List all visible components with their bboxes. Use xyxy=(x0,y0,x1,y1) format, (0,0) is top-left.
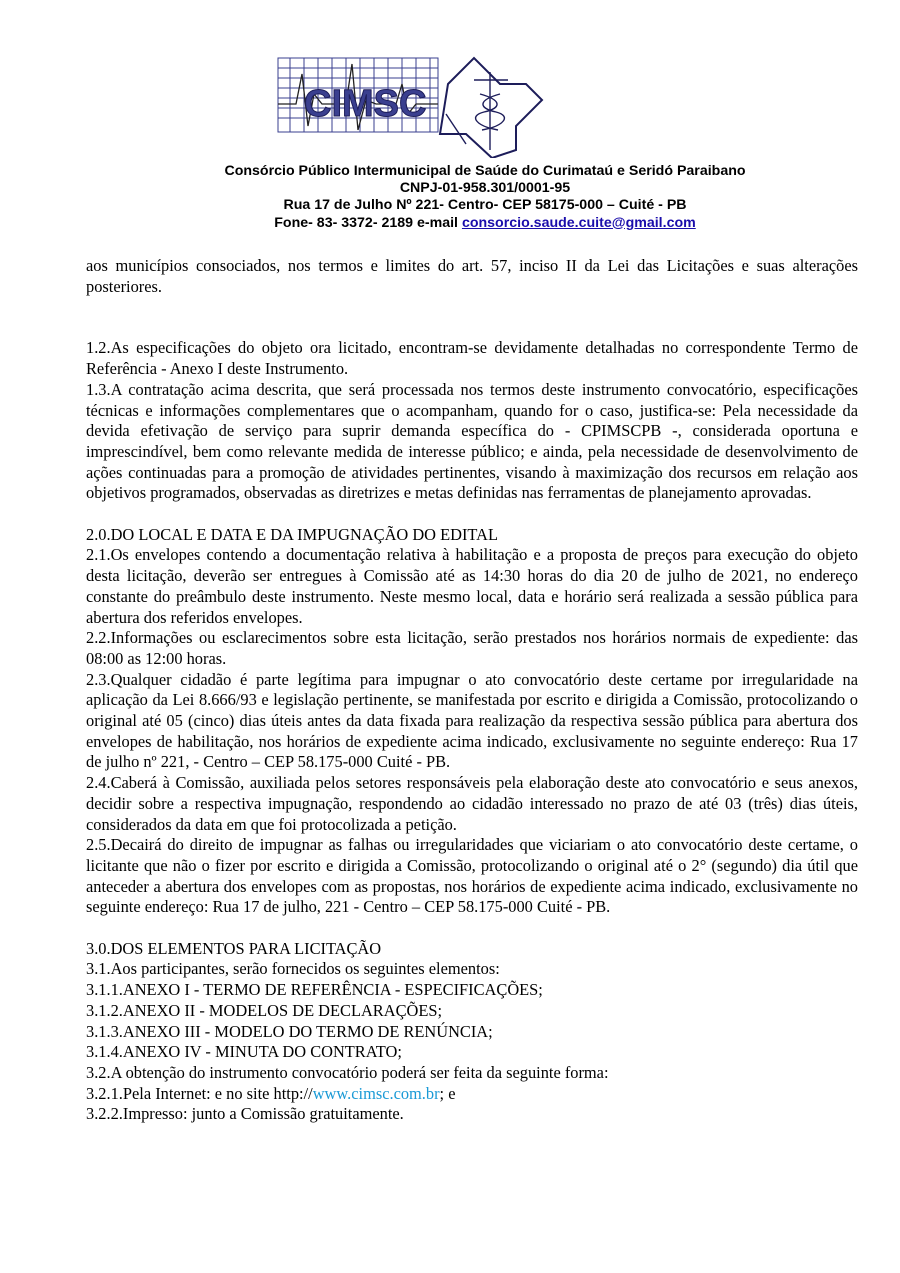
clause-3-2-1-prefix: 3.2.1.Pela Internet: e no site http:// xyxy=(86,1083,313,1103)
clause-3-2: 3.2.A obtenção do instrumento convocatório poderá ser feita da seguinte forma: xyxy=(86,1062,609,1082)
section-2-heading: 2.0.DO LOCAL E DATA E DA IMPUGNAÇÃO DO EDITAL xyxy=(86,524,498,544)
clause-3-2-1-suffix: ; e xyxy=(439,1083,456,1103)
clause-2-2: 2.2.Informações ou esclarecimentos sobre esta licitação, serão prestados nos horários normais de expediente: das 08:00 as 12:00 horas. xyxy=(86,628,858,668)
clause-3-1-4: 3.1.4.ANEXO IV - MINUTA DO CONTRATO; xyxy=(86,1042,402,1062)
clause-1-2: 1.2.As especificações do objeto ora licitado, encontram-se devidamente detalhadas no correspondente Termo de Referência - Anexo I deste Instrumento. xyxy=(86,338,858,379)
org-address: Rua 17 de Julho Nº 221- Centro- CEP 58175-000 – Cuité - PB xyxy=(283,197,687,214)
website-link[interactable]: www.cimsc.com.br xyxy=(312,1083,440,1103)
phone-text: Fone- 83- 3372- 2189 e-mail xyxy=(274,214,462,231)
org-cnpj: CNPJ-01-958.301/0001-95 xyxy=(399,180,571,197)
section-3-heading: 3.0.DOS ELEMENTOS PARA LICITAÇÃO xyxy=(86,938,382,958)
org-contact xyxy=(150,215,820,232)
clause-3-1-1: 3.1.1.ANEXO I - TERMO DE REFERÊNCIA - ESPECIFICAÇÕES; xyxy=(86,980,543,1000)
clause-2-5: 2.5.Decairá do direito de impugnar as falhas ou irregularidades que viciariam o ato convocatório deste certame, o licitante que não o fizer por escrito e dirigida a Comissão, protocolizando o original até o 2° (segundo) dia útil que anteceder a abertura dos envelopes com as propostas, nos horários de expediente acima indicado, exclusivamente no seguinte endereço: Rua 17 de julho, 221 - Centro – CEP 58.175-000 Cuité - PB. xyxy=(86,835,858,917)
email-link[interactable]: consorcio.saude.cuite@gmail.com xyxy=(461,214,696,231)
intro-paragraph: aos municípios consociados, nos termos e limites do art. 57, inciso II da Lei das Licitações e suas alterações posteriores. xyxy=(86,256,858,296)
clause-3-1-3: 3.1.3.ANEXO III - MODELO DO TERMO DE RENÚNCIA; xyxy=(86,1021,493,1041)
cimsc-logo xyxy=(276,54,544,158)
logo-text: CIMSC xyxy=(304,83,427,125)
clause-2-3: 2.3.Qualquer cidadão é parte legítima para impugnar o ato convocatório deste certame por irregularidade na aplicação da Lei 8.666/93 e legislação pertinente, se manifestada por escrito e dirigida a Comissão, protocolizando o original até 05 (cinco) dias úteis antes da data fixada para realização da respectiva sessão pública para abertura dos envelopes de habilitação, nos horários de expediente acima indicado, exclusivamente no seguinte endereço: Rua 17 de julho nº 221, - Centro – CEP 58.175-000 Cuité - PB. xyxy=(86,669,858,772)
clause-1-3: 1.3.A contratação acima descrita, que será processada nos termos deste instrumento convocatório, especificações técnicas e informações complementares que o acompanham, quando for o caso, justifica-se: Pela necessidade da devida efetivação de serviço para suprir demanda específica do - CPIMSCPB -, considerada oportuna e imprescindível, bem como relevante medida de interesse público; e ainda, pela necessidade de desenvolvimento de ações continuadas para a promoção de atividades pertinentes, visando à maximização dos recursos em relação aos objetivos programados, observadas as diretrizes e metas definidas nas ferramentas de planejamento aprovadas. xyxy=(86,379,858,503)
clause-2-1: 2.1.Os envelopes contendo a documentação relativa à habilitação e a proposta de preços para execução do objeto desta licitação, deverão ser entregues à Comissão até as 14:30 horas do dia 20 de julho de 2021, no endereço constante do preâmbulo deste instrumento. Neste mesmo local, data e horário será realizada a sessão pública para abertura dos referidos envelopes. xyxy=(86,545,858,627)
letterhead xyxy=(150,163,820,232)
clause-3-2-2: 3.2.2.Impresso: junto a Comissão gratuitamente. xyxy=(86,1104,404,1124)
clause-3-2-1 xyxy=(86,1084,858,1105)
clause-3-1-2: 3.1.2.ANEXO II - MODELOS DE DECLARAÇÕES; xyxy=(86,1000,443,1020)
clause-3-1: 3.1.Aos participantes, serão fornecidos os seguintes elementos: xyxy=(86,959,500,979)
org-name: Consórcio Público Intermunicipal de Saúde do Curimataú e Seridó Paraibano xyxy=(224,163,746,179)
document-body xyxy=(86,256,858,1125)
clause-2-4: 2.4.Caberá à Comissão, auxiliada pelos setores responsáveis pela elaboração deste ato convocatório e seus anexos, decidir sobre a respectiva impugnação, respondendo ao cidadão interessado no prazo de até 03 (três) dias úteis, considerados da data em que foi protocolizada a petição. xyxy=(86,773,858,834)
